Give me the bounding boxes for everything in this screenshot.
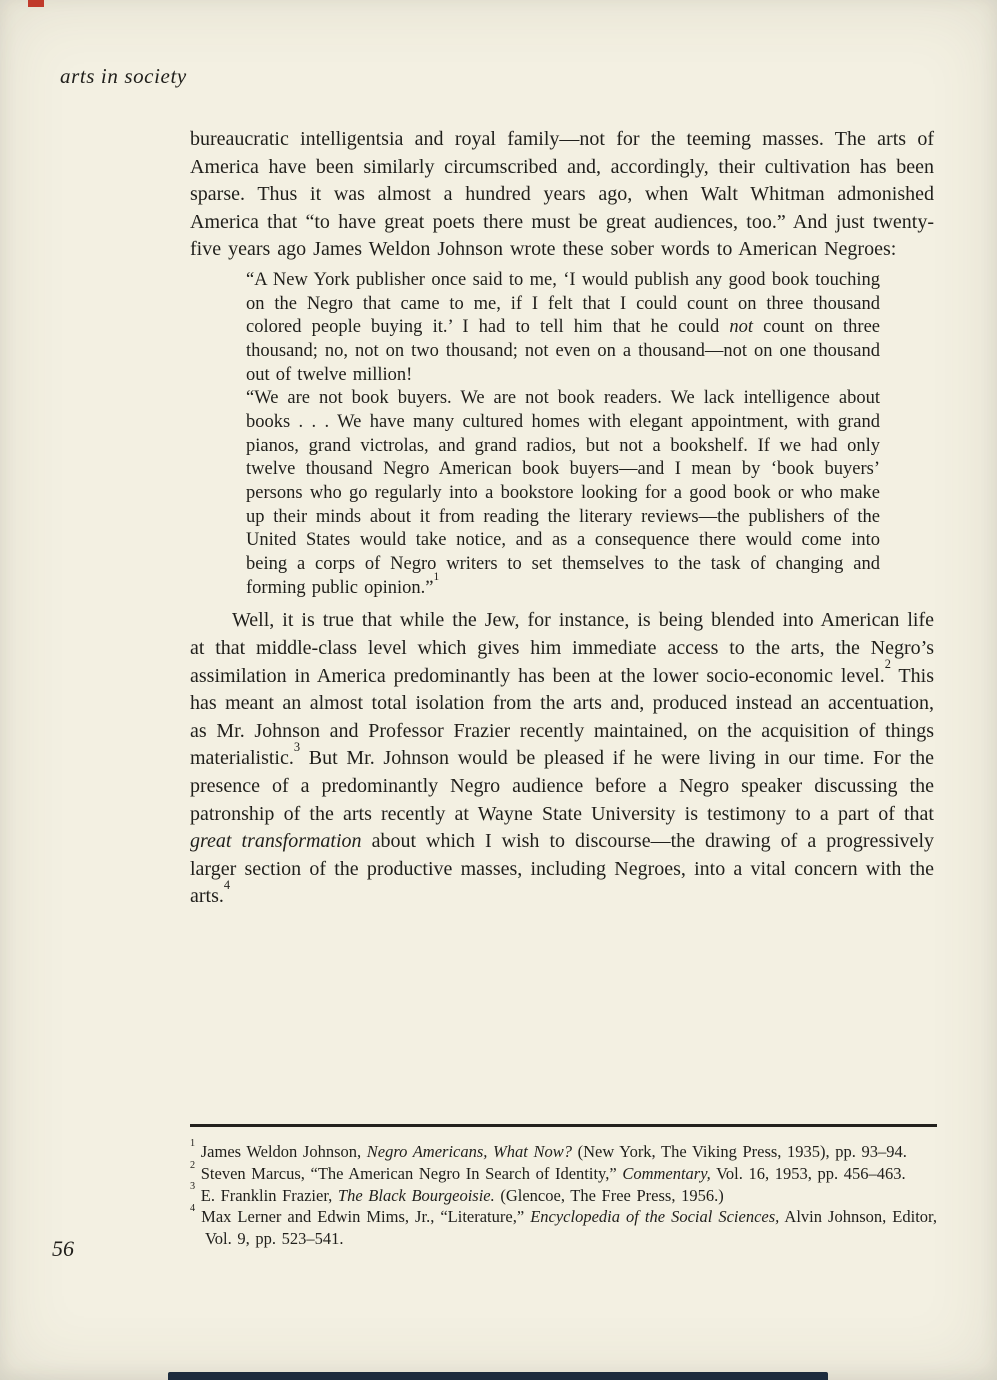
body-paragraph-1: bureaucratic intelligentsia and royal family—not for the teeming masses. The arts of America have been similarly circumscribed and, accordingly, their cultivation has been sparse. Thus it was almost a hundred years ago, when Walt Whitman admonished America that “to have great poets there must be great audiences, too.” And just twenty-five years ago James Weldon Johnson wrote these sober words to American Negroes: <box>190 128 934 261</box>
text-segment: (Glencoe, The Free Press, 1956.) <box>494 1185 724 1205</box>
footnote-ref-1: 1 <box>433 571 440 584</box>
text-segment: Steven Marcus, “The American Negro In Search of Identity,” <box>195 1163 623 1183</box>
footnote-ref-4: 4 <box>223 878 231 893</box>
italic-text: Negro Americans, What Now? <box>366 1142 573 1161</box>
text-segment: Vol. 16, 1953, pp. 456–463. <box>710 1163 906 1183</box>
text-segment: Alvin Johnson, Editor, Vol. 9, pp. 523–541. <box>205 1207 937 1249</box>
footnote-1 <box>190 1137 937 1163</box>
text-segment: But Mr. Johnson would be pleased if he were living in our time. For the presence of a predominantly Negro audience before a Negro speaker discussing the patronship of the arts recently at Wayne State University is testimony to a part of that <box>190 747 934 825</box>
text-segment: James Weldon Johnson, <box>195 1142 367 1161</box>
footnote-number: 4 <box>190 1203 196 1215</box>
footnotes-section <box>190 1137 937 1250</box>
footnote-3 <box>190 1181 937 1207</box>
page-number: 56 <box>52 1236 74 1261</box>
footnote-number: 3 <box>190 1181 196 1193</box>
text-segment: “A New York publisher once said to me, ‘I would publish any good book touching on the Negro that came to me, if I felt that I could count on three thousand colored people buying it.’ I had to tell him that he could <box>246 269 880 338</box>
quote-paragraph-1 <box>246 269 880 387</box>
block-quote <box>246 269 880 600</box>
body-paragraph-2 <box>190 607 934 911</box>
footnote-2 <box>190 1159 937 1185</box>
footnote-number: 1 <box>190 1137 196 1149</box>
footnote-4 <box>190 1203 937 1250</box>
text-segment: E. Franklin Frazier, <box>195 1185 338 1205</box>
italic-text: Encyclopedia of the Social Sciences, <box>530 1207 780 1227</box>
text-segment: count on three thousand; no, not on two thousand; not even on a thousand—not on one thousand out of twelve million! <box>246 317 881 385</box>
running-head: arts in society <box>60 64 187 88</box>
text-segment: Well, it is true that while the Jew, for instance, is being blended into American life at that middle-class level which gives him immediate access to the arts, the Negro’s assimilation in America predominantly has been at the lower socio-economic level. <box>190 609 934 687</box>
text-segment: about which I wish to discourse—the drawing of a progressively larger section of the productive masses, including Negroes, into a vital concern with the arts. <box>190 830 934 908</box>
italic-text: The Black Bourgeoisie. <box>337 1185 495 1205</box>
footnote-ref-2: 2 <box>884 657 891 672</box>
text-segment: Max Lerner and Edwin Mims, Jr., “Literature,” <box>195 1207 531 1227</box>
scan-artifact-bottom-edge <box>168 1372 828 1380</box>
footnote-number: 2 <box>190 1159 196 1171</box>
text-segment: (New York, The Viking Press, 1935), pp. 93–94. <box>572 1142 907 1161</box>
text-block <box>190 126 934 911</box>
italic-text: not <box>729 317 754 338</box>
footnote-ref-3: 3 <box>293 740 301 755</box>
italic-text: Commentary, <box>622 1163 711 1183</box>
text-segment: “We are not book buyers. We are not book readers. We lack intelligence about books . . . We have many cultured homes with elegant appointment, with grand pianos, grand victrolas, and grand radios, but not a bookshelf. If we had only twelve thousand Negro American book buyers—and I mean by ‘book buyers’ persons who go regularly into a bookstore looking for a good book or who make up their minds about it from reading the literary reviews—the publishers of the United States would take notice, and as a consequence there would come into being a corps of Negro writers to set themselves to the task of changing and forming public opinion.” <box>246 388 880 598</box>
quote-paragraph-2 <box>246 387 880 600</box>
scan-artifact-red-mark <box>28 0 44 7</box>
footnote-rule <box>190 1124 937 1127</box>
italic-text: great transformation <box>190 830 362 853</box>
text-segment: This has meant an almost total isolation from the arts and, produced instead an accentuation, as Mr. Johnson and Professor Frazier recently maintained, on the acquisition of things materialistic. <box>190 664 934 770</box>
